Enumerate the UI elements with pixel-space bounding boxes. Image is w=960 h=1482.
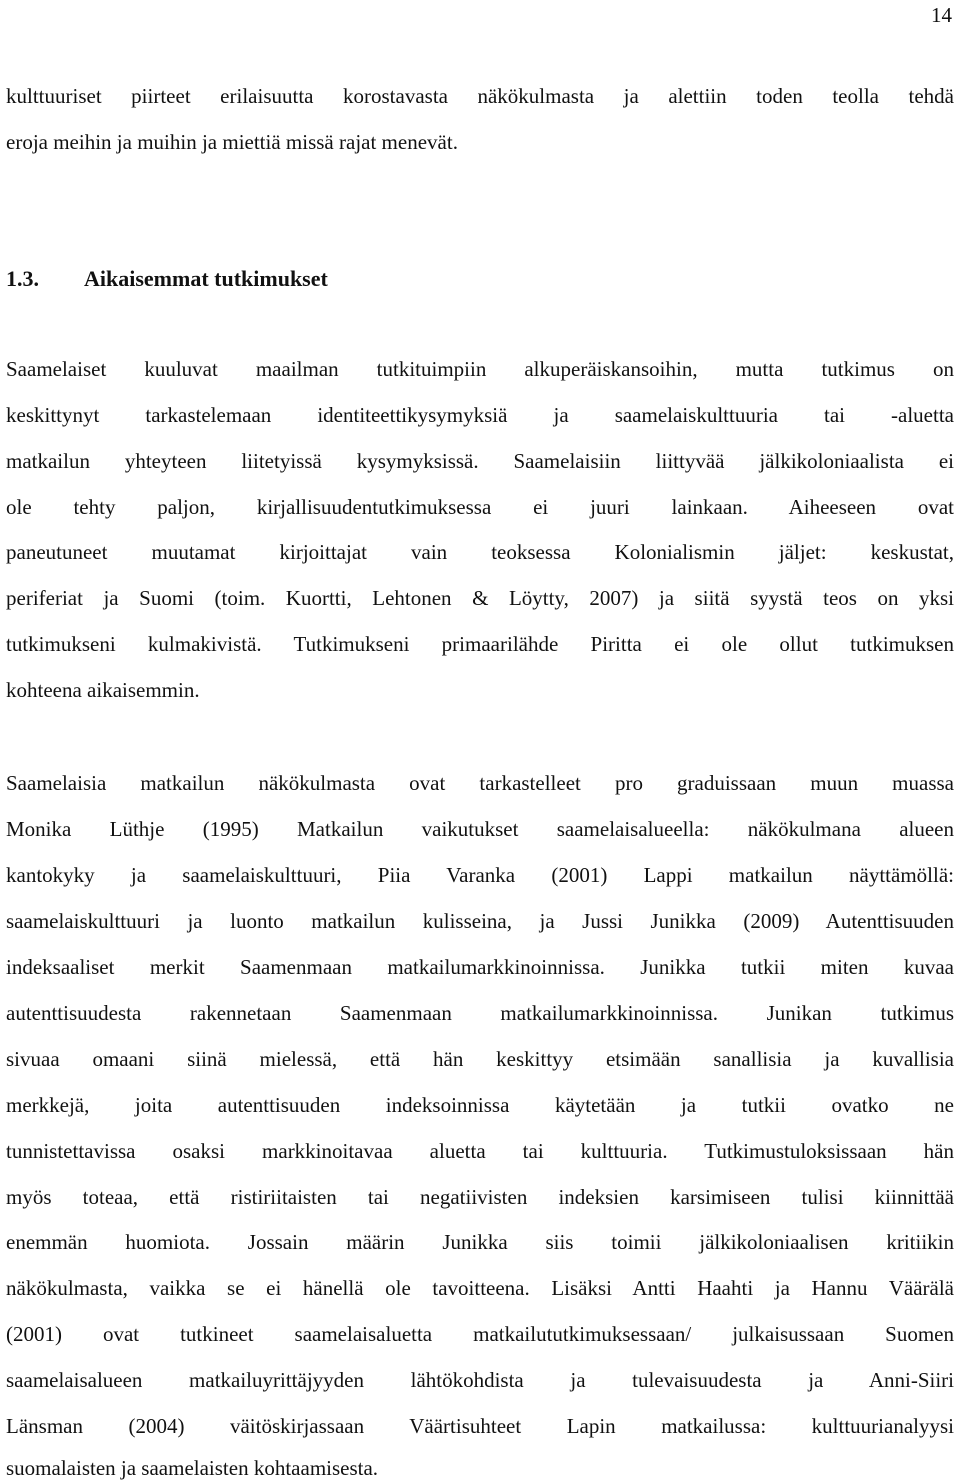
section-title: Aikaisemmat tutkimukset (84, 266, 328, 291)
text-line: Saamelaisia matkailun näkökulmasta ovat tarkastelleet pro graduissaan muun muassa (6, 771, 954, 795)
text-line: saamelaiskulttuuri ja luonto matkailun kulisseina, ja Jussi Junikka (2009) Autenttisuuden (6, 909, 954, 933)
text-line: Länsman (2004) väitöskirjassaan Väärtisuhteet Lapin matkailussa: kulttuurianalyysi (6, 1414, 954, 1438)
text-line: sivuaa omaani siinä mielessä, että hän keskittyy etsimään sanallisia ja kuvallisia (6, 1047, 954, 1071)
text-line: ole tehty paljon, kirjallisuudentutkimuksessa ei juuri lainkaan. Aiheeseen ovat (6, 495, 954, 519)
section-heading (6, 265, 328, 293)
text-line: enemmän huomiota. Jossain määrin Junikka siis toimii jälkikoloniaalisen kritiikin (6, 1230, 954, 1254)
text-line: myös toteaa, että ristiriitaisten tai negatiivisten indeksien karsimiseen tulisi kiinnittää (6, 1185, 954, 1209)
text-line: Monika Lüthje (1995) Matkailun vaikutukset saamelaisalueella: näkökulmana alueen (6, 817, 954, 841)
text-line: suomalaisten ja saamelaisten kohtaamisesta. (6, 1456, 379, 1480)
text-line: paneutuneet muutamat kirjoittajat vain teoksessa Kolonialismin jäljet: keskustat, (6, 540, 954, 564)
text-line: (2001) ovat tutkineet saamelaisaluetta matkailututkimuksessaan/ julkaisussaan Suomen (6, 1322, 954, 1346)
section-number: 1.3. (6, 266, 39, 291)
text-line: näkökulmasta, vaikka se ei hänellä ole tavoitteena. Lisäksi Antti Haahti ja Hannu Väärälä (6, 1276, 954, 1300)
page-number: 14 (931, 3, 952, 27)
text-line: kantokyky ja saamelaiskulttuuri, Piia Varanka (2001) Lappi matkailun näyttämöllä: (6, 863, 954, 887)
text-line: kulttuuriset piirteet erilaisuutta korostavasta näkökulmasta ja alettiin toden teolla tehdä (6, 84, 954, 108)
text-line: kohteena aikaisemmin. (6, 678, 200, 702)
text-line: merkkejä, joita autenttisuuden indeksoinnissa käytetään ja tutkii ovatko ne (6, 1093, 954, 1117)
text-line: autenttisuudesta rakennetaan Saamenmaan matkailumarkkinoinnissa. Junikan tutkimus (6, 1001, 954, 1025)
text-line: saamelaisalueen matkailuyrittäjyyden lähtökohdista ja tulevaisuudesta ja Anni-Siiri (6, 1368, 954, 1392)
text-line: tunnistettavissa osaksi markkinoitavaa aluetta tai kulttuuria. Tutkimustuloksissaan hän (6, 1139, 954, 1163)
text-line: tutkimukseni kulmakivistä. Tutkimukseni primaarilähde Piritta ei ole ollut tutkimuksen (6, 632, 954, 656)
text-line: periferiat ja Suomi (toim. Kuortti, Lehtonen & Löytty, 2007) ja siitä syystä teos on yksi (6, 586, 954, 610)
text-line: Saamelaiset kuuluvat maailman tutkituimpiin alkuperäiskansoihin, mutta tutkimus on (6, 357, 954, 381)
text-line: keskittynyt tarkastelemaan identiteettikysymyksiä ja saamelaiskulttuuria tai -aluetta (6, 403, 954, 427)
text-line: matkailun yhteyteen liitetyissä kysymyksissä. Saamelaisiin liittyvää jälkikoloniaalista ei (6, 449, 954, 473)
text-line: indeksaaliset merkit Saamenmaan matkailumarkkinoinnissa. Junikka tutkii miten kuvaa (6, 955, 954, 979)
text-line: eroja meihin ja muihin ja miettiä missä rajat menevät. (6, 130, 458, 154)
